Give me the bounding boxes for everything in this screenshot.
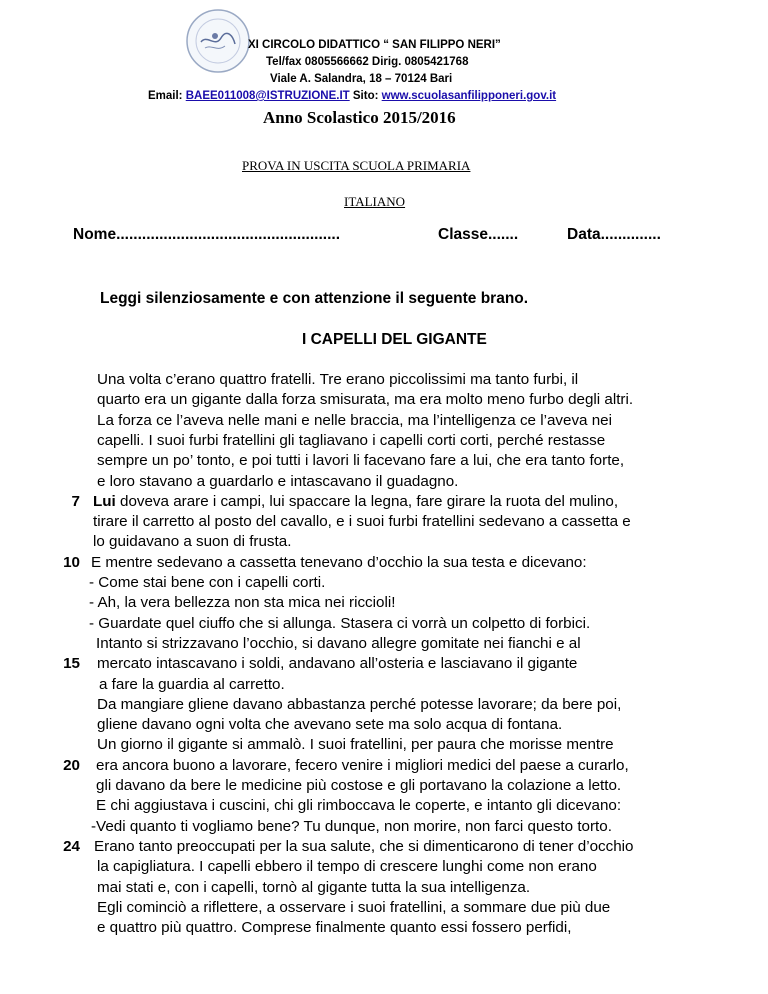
line-number: 7 [71,492,80,510]
story-line [96,757,629,774]
story-line-text: Egli cominciò a riflettere, a osservare i suoi fratellini, a sommare due più due [97,898,611,916]
story-line [97,371,578,388]
story-line-text: - Come stai bene con i capelli corti. [89,574,326,591]
story-line [97,412,612,429]
story-line [97,716,562,733]
line-number: 10 [63,553,80,571]
story-line [93,533,291,550]
story-line [96,635,581,652]
story-line [97,858,597,875]
story-line [89,615,590,632]
story-line [97,899,610,916]
story-line [93,493,618,510]
story-line-text: E chi aggiustava i cuscini, chi gli rimboccava le coperte, e intanto gli dicevano: [96,797,622,815]
site-label: Sito: [352,90,379,102]
story-line [96,797,621,814]
story-line-text: mai stati e, con i capelli, tornò al gigante tutta la sua intelligenza. [97,878,531,896]
story-line [93,513,631,530]
name-field: Nome.................................................... [73,226,340,243]
story-line [89,574,325,591]
story-line-text: a fare la guardia al carretto. [99,675,285,693]
story-line [97,432,605,449]
test-title: PROVA IN USCITA SCUOLA PRIMARIA [242,158,471,173]
story-line [97,473,458,490]
story-line [97,879,530,896]
school-phone: Tel/fax 0805566662 Dirig. 0805421768 [266,56,469,68]
story-line-text: - Guardate quel ciuffo che si allunga. Stasera ci vorrà un colpetto di forbici. [89,614,591,632]
story-line-text: quarto era un gigante dalla forza smisurata, ma era molto meno furbo degli altri. [97,391,634,409]
story-line-text: e quattro più quattro. Comprese finalmente quanto essi fossero perfidi, [97,919,572,937]
story-title: I CAPELLI DEL GIGANTE [302,331,487,348]
story-line-text: Erano tanto preoccupati per la sua salute, che si dimenticarono di tener d’occhio [94,837,634,855]
line-number: 24 [63,837,80,855]
email-label: Email: [148,90,183,102]
story-line-text: la capigliatura. I capelli ebbero il tempo di crescere lunghi come non erano [97,858,597,876]
story-line [91,818,612,835]
test-subject: ITALIANO [344,194,406,209]
school-logo [185,8,251,74]
line-number: 15 [63,655,80,673]
story-line-text: lo guidavano a suon di frusta. [93,533,292,551]
story-line-text: Da mangiare gliene davano abbastanza perché potesse lavorare; da bere poi, [97,695,622,713]
story-line [94,838,633,855]
story-line-text: Intanto si strizzavano l’occhio, si davano allegre gomitate nei fianchi e al [96,634,581,652]
date-field: Data.............. [567,226,661,243]
story-line [97,452,624,469]
story-line-text: La forza ce l’aveva nelle mani e nelle braccia, ma l’intelligenza ce l’aveva nei [97,411,612,429]
class-field: Classe....... [438,226,519,243]
email-link[interactable]: BAEE011008@ISTRUZIONE.IT [185,90,350,102]
story-line [97,919,571,936]
school-address: Viale A. Salandra, 18 – 70124 Bari [270,73,453,85]
story-line-text: Un giorno il gigante si ammalò. I suoi fratellini, per paura che morisse mentre [97,736,614,754]
story-line-lead: Lui [93,492,116,510]
story-line-text: E mentre sedevano a cassetta tenevano d’occhio la sua testa e dicevano: [91,553,587,571]
story-line-text: -Vedi quanto ti vogliamo bene? Tu dunque, non morire, non farci questo torto. [91,817,612,835]
story-line-text: era ancora buono a lavorare, fecero venire i migliori medici del paese a curarlo, [96,756,629,774]
line-number: 20 [63,756,80,774]
story-line-text: - Ah, la vera bellezza non sta mica nei riccioli! [89,594,396,612]
story-line [89,594,395,611]
school-year: Anno Scolastico 2015/2016 [263,108,456,127]
story-line [97,696,621,713]
story-line-text: gliene davano ogni volta che avevano sete ma solo acqua di fontana. [97,716,563,734]
school-name: XI CIRCOLO DIDATTICO “ SAN FILIPPO NERI” [248,39,501,51]
story-line [96,777,621,794]
story-line-text: e loro stavano a guardarlo e intascavano il guadagno. [97,472,459,490]
story-line-text: mercato intascavano i soldi, andavano all’osteria e lasciavano il gigante [97,655,578,673]
story-line [97,655,577,672]
story-line [91,554,587,571]
story-line [97,391,633,408]
story-line-text: sempre un po’ tonto, e poi tutti i lavori li facevano fare a lui, che era tanto forte, [97,452,625,470]
site-link[interactable]: www.scuolasanfilipponeri.gov.it [381,90,557,102]
story-line [99,676,285,693]
story-line-text: gli davano da bere le medicine più costose e gli portavano la colazione a letto. [96,777,622,794]
story-line-text: doveva arare i campi, lui spaccare la legna, fare girare la ruota del mulino, [115,492,619,510]
story-line-text: tirare il carretto al posto del cavallo, e i suoi furbi fratellini sedevano a cassetta e [93,513,631,531]
story-line-text: capelli. I suoi furbi fratellini gli tagliavano i capelli corti corti, perché restasse [97,431,606,449]
story-line-text: Una volta c’erano quattro fratelli. Tre erano piccolissimi ma tanto furbi, il [97,371,579,388]
school-contacts [148,90,556,102]
story-line [97,736,614,753]
instruction: Leggi silenziosamente e con attenzione il seguente brano. [100,290,529,307]
